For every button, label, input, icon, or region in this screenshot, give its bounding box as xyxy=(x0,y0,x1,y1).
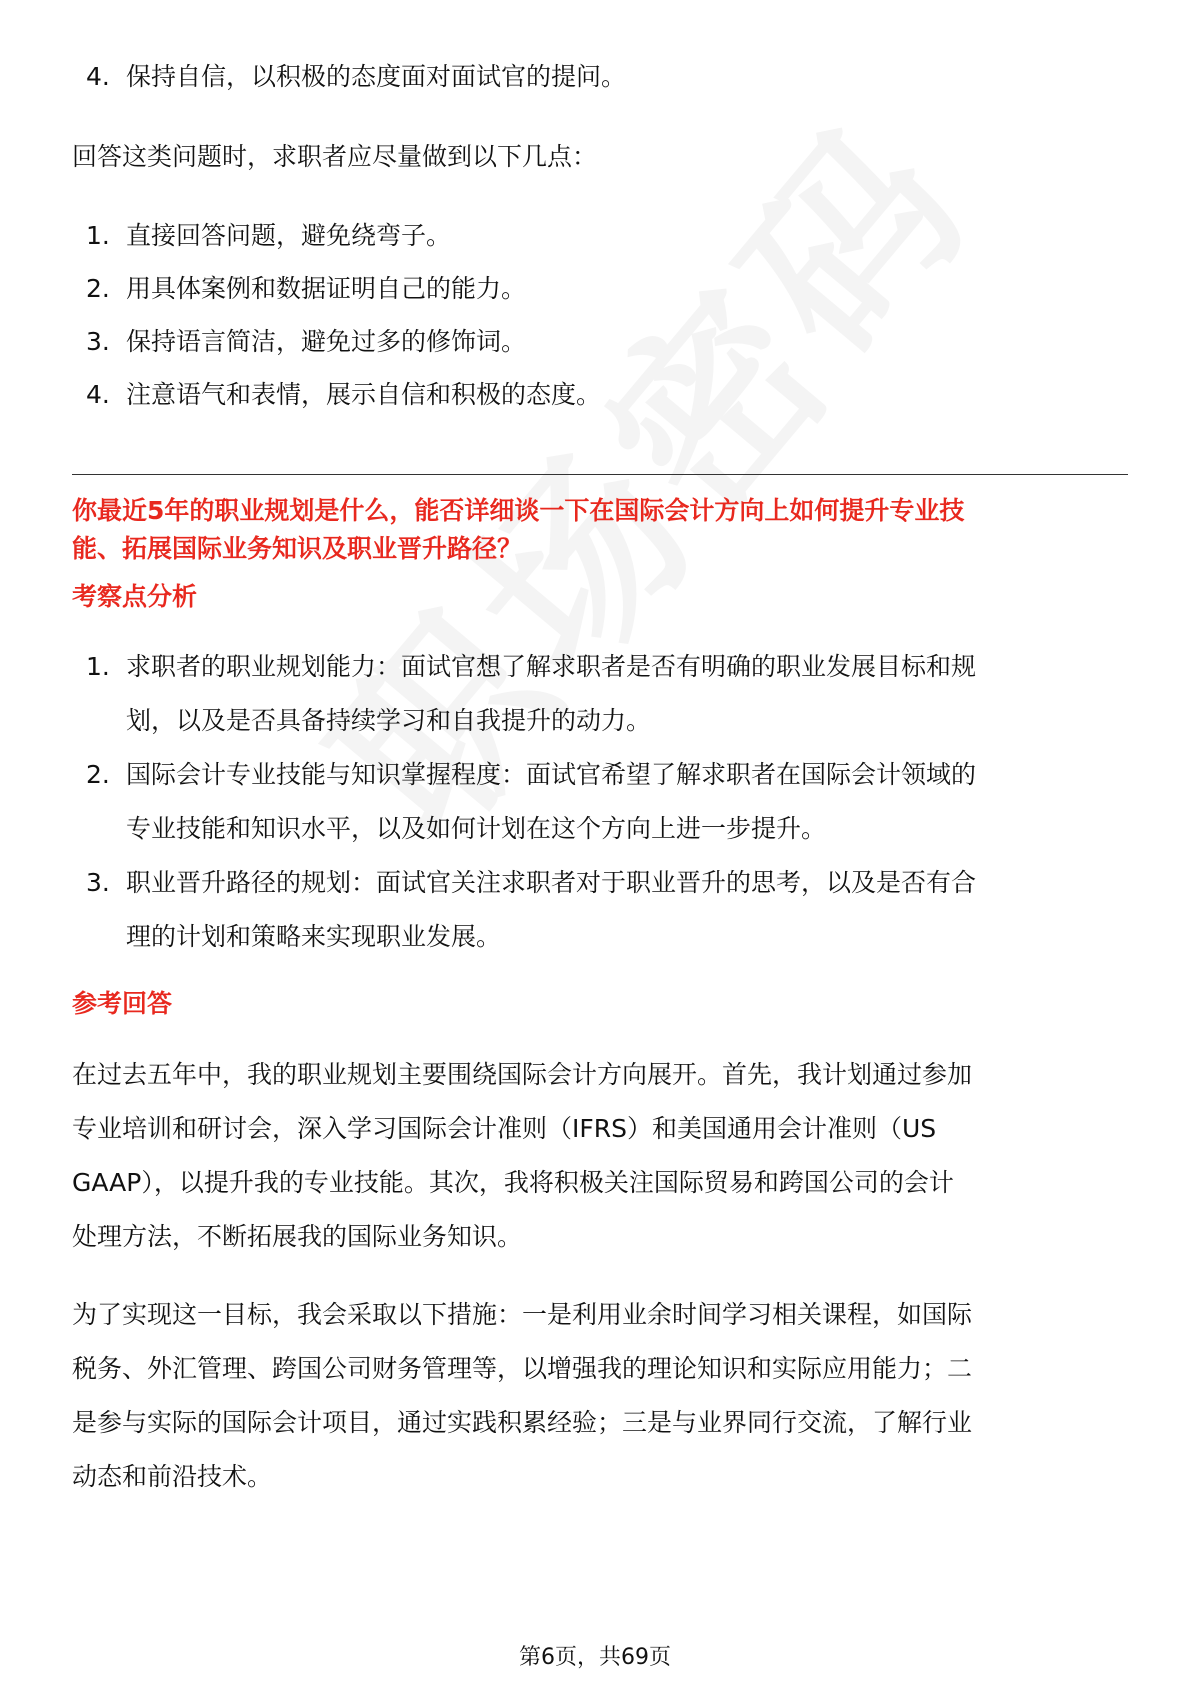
list-text: 用具体案例和数据证明自己的能力。 xyxy=(126,274,527,303)
list-item xyxy=(72,315,1128,368)
paragraph-line: 动态和前沿技术。 xyxy=(72,1462,273,1491)
list-item xyxy=(72,48,1128,106)
paragraph-line: 是参与实际的国际会计项目，通过实践积累经验；三是与业界同行交流，了解行业 xyxy=(72,1408,973,1437)
list-text: 保持语言简洁，避免过多的修饰词。 xyxy=(126,327,527,356)
analysis-heading: 考察点分析 xyxy=(72,582,198,611)
section-divider xyxy=(72,474,1128,475)
paragraph-line: 专业培训和研讨会，深入学习国际会计准则（IFRS）和美国通用会计准则（US xyxy=(72,1114,937,1143)
list-text: 直接回答问题，避免绕弯子。 xyxy=(126,221,452,250)
question-line: 你最近5年的职业规划是什么，能否详细谈一下在国际会计方向上如何提升专业技 xyxy=(72,496,965,525)
analysis-list xyxy=(72,640,1128,964)
list-number: 2. xyxy=(86,274,110,303)
list-number: 4. xyxy=(86,62,110,91)
list-text-line: 理的计划和策略来实现职业发展。 xyxy=(126,922,502,951)
paragraph-line: 处理方法，不断拓展我的国际业务知识。 xyxy=(72,1222,523,1251)
answer-paragraph-1 xyxy=(72,1048,1128,1264)
reference-answer-heading: 参考回答 xyxy=(72,989,173,1018)
list-text-line: 专业技能和知识水平，以及如何计划在这个方向上进一步提升。 xyxy=(126,814,827,843)
list-text: 注意语气和表情，展示自信和积极的态度。 xyxy=(126,380,602,409)
list-item xyxy=(72,748,1128,856)
paragraph-line: 为了实现这一目标，我会采取以下措施：一是利用业余时间学习相关课程，如国际 xyxy=(72,1300,973,1329)
list-item xyxy=(72,262,1128,315)
list-text-line: 国际会计专业技能与知识掌握程度：面试官希望了解求职者在国际会计领域的 xyxy=(126,760,977,789)
list-item xyxy=(72,209,1128,262)
tips-list xyxy=(72,209,1128,421)
list-number: 1. xyxy=(86,652,110,681)
list-item xyxy=(72,368,1128,421)
list-text-line: 求职者的职业规划能力：面试官想了解求职者是否有明确的职业发展目标和规 xyxy=(126,652,977,681)
top-list xyxy=(72,48,1128,106)
paragraph-line: 在过去五年中，我的职业规划主要围绕国际会计方向展开。首先，我计划通过参加 xyxy=(72,1060,973,1089)
list-number: 1. xyxy=(86,221,110,250)
list-item xyxy=(72,856,1128,964)
list-number: 3. xyxy=(86,868,110,897)
list-text-line: 职业晋升路径的规划：面试官关注求职者对于职业晋升的思考，以及是否有合 xyxy=(126,868,977,897)
list-number: 2. xyxy=(86,760,110,789)
page-footer: 第6页，共69页 xyxy=(519,1645,671,1670)
answer-tips-intro: 回答这类问题时，求职者应尽量做到以下几点： xyxy=(72,142,598,171)
paragraph-line: GAAP），以提升我的专业技能。其次，我将积极关注国际贸易和跨国公司的会计 xyxy=(72,1168,954,1197)
paragraph-line: 税务、外汇管理、跨国公司财务管理等，以增强我的理论知识和实际应用能力；二 xyxy=(72,1354,973,1383)
question-line: 能、拓展国际业务知识及职业晋升路径？ xyxy=(72,534,523,563)
list-number: 4. xyxy=(86,380,110,409)
answer-paragraph-2 xyxy=(72,1288,1128,1504)
list-item xyxy=(72,640,1128,748)
list-text: 保持自信，以积极的态度面对面试官的提问。 xyxy=(126,62,627,91)
question-title xyxy=(72,492,1128,568)
list-number: 3. xyxy=(86,327,110,356)
list-text-line: 划，以及是否具备持续学习和自我提升的动力。 xyxy=(126,706,652,735)
